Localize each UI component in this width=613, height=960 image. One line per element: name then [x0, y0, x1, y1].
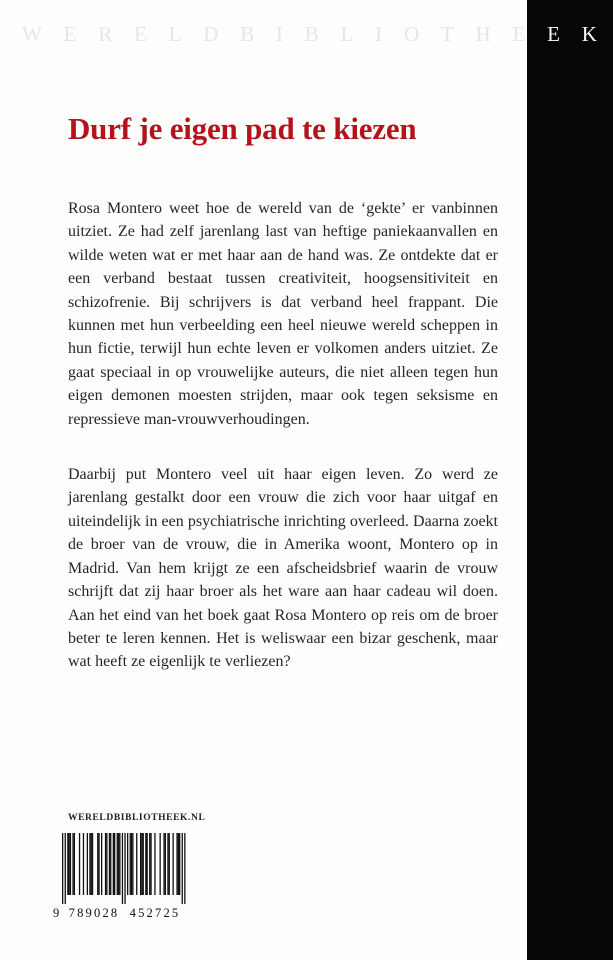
- masthead-letter: E: [134, 22, 147, 46]
- isbn-number: 452725: [129, 906, 181, 920]
- publisher-masthead: [22, 24, 597, 45]
- blurb-paragraph-2: Daarbij put Montero veel uit haar eigen leven. Zo werd ze jarenlang gestalkt door een vrouw die zich voor haar uitgaf en uiteindelijk in een psychiatrische inrichting overleed. Daarna zoekt de broer van de vrouw, die in Amerika woont, Montero op in Madrid. Van hem krijgt ze een afscheidsbrief waarin de vrouw schrijft dat zij haar broer als het ware aan haar cadeau wil doen. Aan het eind van het boek gaat Rosa Montero op reis om de broer beter te leren kennen. Het is weliswaar een bizar geschenk, maar wat heeft ze eigenlijk te verliezen?: [68, 466, 498, 671]
- blurb-text: [68, 197, 498, 674]
- isbn-number: 789028: [68, 906, 120, 920]
- masthead-letter: E: [512, 22, 526, 46]
- spine-panel: [527, 0, 613, 960]
- masthead-letter: B: [304, 22, 319, 46]
- masthead-letter: O: [403, 22, 420, 46]
- masthead-letter: K: [581, 22, 597, 46]
- masthead-letter: I: [275, 22, 283, 46]
- masthead-letter: I: [375, 22, 383, 46]
- publisher-website-url: WERELDBIBLIOTHEEK.NL: [68, 813, 206, 823]
- masthead-letter: L: [340, 22, 354, 46]
- masthead-letter: B: [240, 22, 255, 46]
- cover-title: Durf je eigen pad te kiezen: [68, 111, 417, 146]
- masthead-letter: E: [63, 22, 77, 46]
- masthead-letter: R: [98, 22, 113, 46]
- masthead-letter: H: [475, 22, 491, 46]
- masthead-letter: L: [168, 22, 182, 46]
- isbn-barcode: [52, 833, 192, 923]
- masthead-letter: W: [22, 22, 42, 46]
- masthead-letter: D: [203, 22, 219, 46]
- masthead-letter: T: [440, 22, 454, 46]
- barcode-graphic: [52, 833, 192, 923]
- blurb-paragraph-1: Rosa Montero weet hoe de wereld van de ‘gekte’ er vanbinnen uitziet. Ze had zelf jarenlang last van heftige paniekaanvallen en wilde weten wat er met haar aan de hand was. Ze ontdekte dat er een verband bestaat tussen creativiteit, hoogsensitiviteit en schizofrenie. Bij schrijvers is dat verband heel frappant. Die kunnen met hun verbeelding een heel nieuwe wereld scheppen in hun fictie, terwijl hun echte leven er volkomen anders uitziet. Ze gaat speciaal in op vrouwelijke auteurs, die niet alleen tegen hun eigen demonen moesten strijden, maar ook tegen seksisme en repressieve man-vrouwverhoudingen.: [68, 200, 498, 428]
- isbn-number: 9: [53, 906, 62, 920]
- masthead-letter: E: [547, 22, 560, 46]
